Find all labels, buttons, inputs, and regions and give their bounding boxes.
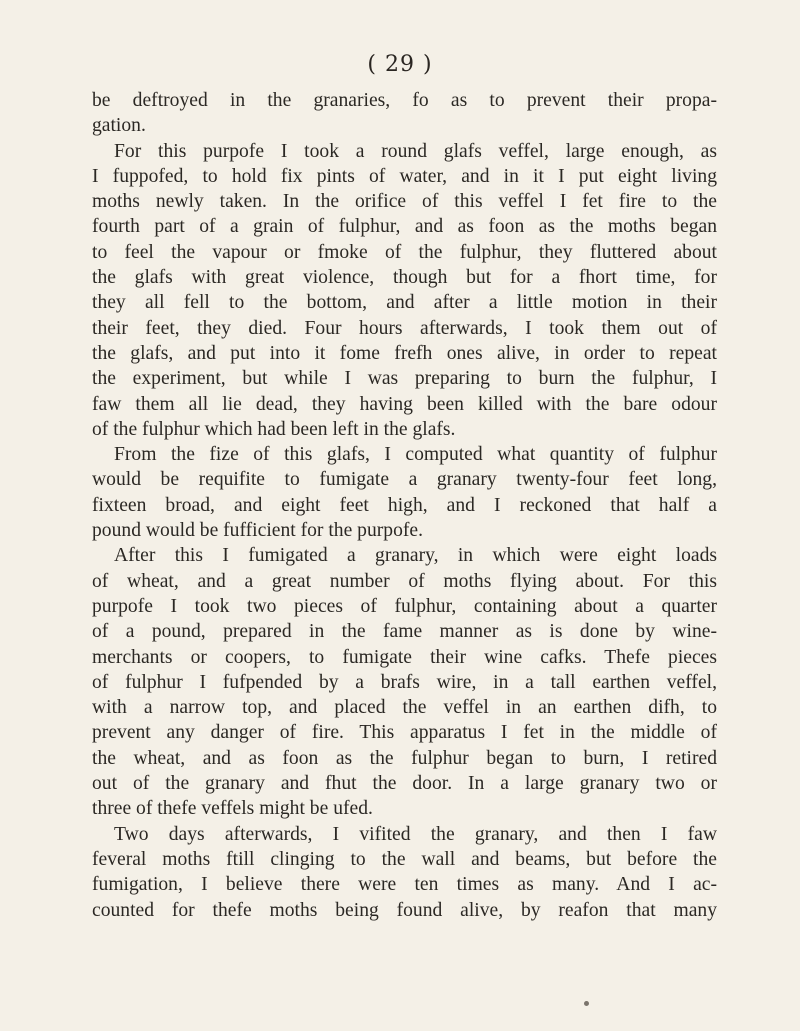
text-line: fixteen broad, and eight feet high, and I reckoned that half a: [92, 494, 717, 516]
text-line: of the fulphur which had been left in the glafs.: [92, 418, 456, 440]
text-line: fumigation, I believe there were ten times as many. And I ac-: [92, 874, 717, 896]
text-line: merchants or coopers, to fumigate their wine cafks. Thefe pieces: [92, 646, 717, 668]
text-line: prevent any danger of fire. This apparatus I fet in the middle of: [92, 722, 717, 744]
text-line: the glafs with great violence, though but for a fhort time, for: [92, 267, 717, 289]
text-line: purpofe I took two pieces of fulphur, containing about a quarter: [92, 595, 717, 617]
text-line: counted for thefe moths being found alive, by reafon that many: [92, 899, 717, 921]
text-line: moths newly taken. In the orifice of this veffel I fet fire to the: [92, 191, 717, 213]
text-line: of wheat, and a great number of moths flying about. For this: [92, 570, 717, 592]
text-line: the glafs, and put into it fome frefh ones alive, in order to repeat: [92, 342, 717, 364]
page-number: ( 29 ): [367, 52, 433, 77]
text-line: From the fize of this glafs, I computed what quantity of fulphur: [114, 444, 717, 466]
text-line: of a pound, prepared in the fame manner as is done by wine-: [92, 621, 717, 643]
text-line: with a narrow top, and placed the veffel in an earthen difh, to: [92, 697, 717, 719]
text-line: For this purpofe I took a round glafs veffel, large enough, as: [114, 140, 717, 162]
text-line: would be requifite to fumigate a granary twenty-four feet long,: [92, 469, 717, 491]
text-line: be deftroyed in the granaries, fo as to prevent their propa-: [92, 90, 717, 111]
text-line: feveral moths ftill clinging to the wall and beams, but before the: [92, 848, 717, 870]
text-line: fourth part of a grain of fulphur, and as foon as the moths began: [92, 216, 717, 238]
text-line: to feel the vapour or fmoke of the fulphur, they fluttered about: [92, 241, 717, 263]
text-line: their feet, they died. Four hours afterwards, I took them out of: [92, 317, 717, 339]
ink-speck: [584, 1001, 589, 1006]
text-line: faw them all lie dead, they having been killed with the bare odour: [92, 393, 717, 415]
text-line: of fulphur I fufpended by a brafs wire, in a tall earthen veffel,: [92, 671, 717, 693]
body-text: [92, 88, 717, 923]
text-line: gation.: [92, 115, 146, 137]
text-line: three of thefe veffels might be ufed.: [92, 798, 373, 820]
text-line: After this I fumigated a granary, in which were eight loads: [114, 545, 717, 567]
text-line: I fuppofed, to hold fix pints of water, and in it I put eight living: [92, 165, 717, 187]
text-line: Two days afterwards, I vifited the granary, and then I faw: [114, 823, 717, 845]
text-line: the experiment, but while I was preparing to burn the fulphur, I: [92, 368, 717, 390]
text-line: pound would be fufficient for the purpofe.: [92, 520, 424, 542]
text-line: out of the granary and fhut the door. In a large granary two or: [92, 773, 717, 795]
text-line: the wheat, and as foon as the fulphur began to burn, I retired: [92, 747, 717, 769]
text-line: they all fell to the bottom, and after a little motion in their: [92, 292, 717, 314]
